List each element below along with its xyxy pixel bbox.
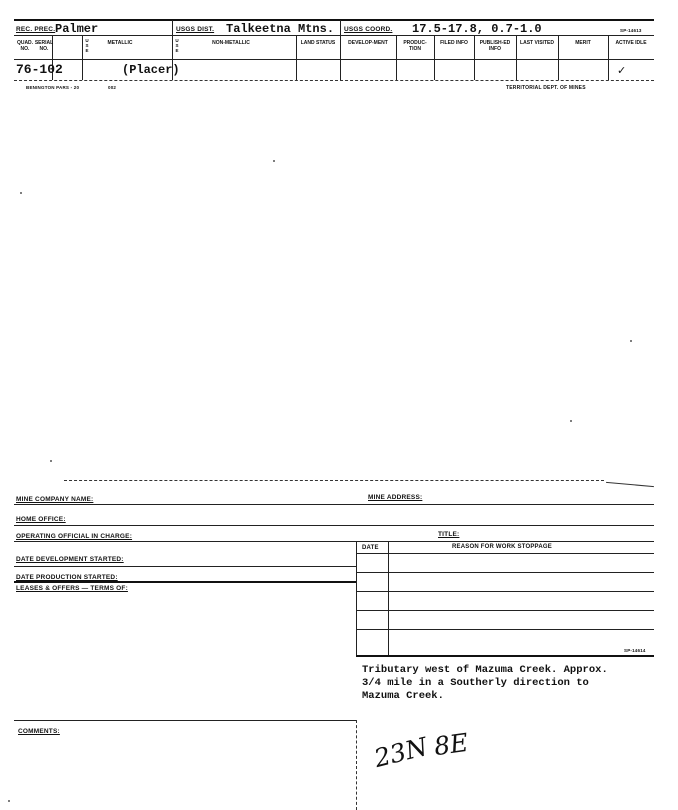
header-top-rule [14, 19, 654, 21]
printer-code: 002 [108, 85, 117, 90]
scan-speck [8, 800, 10, 802]
divider-published [474, 36, 475, 80]
stoppage-reason-header: REASON FOR WORK STOPPAGE [452, 544, 552, 550]
handwritten-range: 8E [432, 727, 471, 762]
active-check-mark: ✓ [617, 64, 627, 77]
mine-address-label: MINE ADDRESS: [368, 494, 423, 501]
usgs-dist-label: USGS DIST. [176, 26, 215, 33]
divider-merit [558, 36, 559, 80]
mine-company-name-label: MINE COMPANY NAME: [16, 496, 94, 503]
divider-use-a [82, 36, 83, 80]
comments-divider [356, 720, 357, 810]
date-production-label: DATE PRODUCTION STARTED: [16, 574, 118, 581]
rec-prec-label: REC. PREC. [16, 26, 56, 33]
scan-speck [50, 460, 52, 462]
rule-comments [14, 720, 356, 721]
col-merit: MERIT [575, 40, 591, 46]
usgs-coord-value: 17.5-17.8, 0.7-1.0 [412, 22, 542, 36]
location-note [362, 664, 608, 703]
rule-company [14, 504, 654, 505]
rule-home-office [14, 525, 654, 526]
rule-official [14, 541, 654, 542]
stoppage-bottom-rule [356, 655, 654, 657]
col-production: PRODUC-TION [403, 40, 427, 52]
rec-prec-value: Palmer [55, 22, 99, 36]
location-note-line: Mazuma Creek. [362, 690, 444, 702]
col-non-metallic: NON-METALLIC [212, 40, 250, 46]
stoppage-row-rule-1 [356, 572, 654, 573]
scan-speck [630, 340, 632, 342]
location-note-line: 3/4 mile in a Southerly direction to [362, 677, 589, 689]
form-number-2: SP-14614 [624, 648, 646, 653]
lower-top-stroke [606, 482, 654, 487]
col-development: DEVELOP-MENT [348, 40, 388, 46]
col-quad-no: QUAD. NO. [16, 40, 34, 52]
stoppage-date-divider [388, 541, 389, 656]
home-office-label: HOME OFFICE: [16, 516, 66, 523]
divider-filed [434, 36, 435, 80]
scan-speck [20, 192, 22, 194]
col-use-b: U S E [175, 38, 179, 53]
stoppage-header-rule [356, 553, 654, 554]
form-number: SP-14613 [620, 28, 642, 33]
divider-last-visited [516, 36, 517, 80]
stoppage-left-border [356, 541, 357, 656]
leases-offers-label: LEASES & OFFERS — TERMS OF: [16, 585, 128, 592]
date-development-label: DATE DEVELOPMENT STARTED: [16, 556, 124, 563]
department-line: TERRITORIAL DEPT. OF MINES [506, 85, 586, 91]
col-metallic: METALLIC [107, 40, 133, 46]
col-last-visited: LAST VISITED [520, 40, 554, 46]
col-published-info: PUBLISH-ED INFO [479, 40, 511, 52]
scan-speck [273, 160, 275, 162]
stoppage-row-rule-3 [356, 610, 654, 611]
col-filed-info: FILED INFO [440, 40, 468, 46]
divider-production [396, 36, 397, 80]
location-note-line: Tributary west of Mazuma Creek. Approx. [362, 664, 608, 676]
rule-development [14, 566, 356, 567]
col-active-idle: ACTIVE IDLE [615, 40, 647, 46]
metallic-value: (Placer) [122, 63, 180, 77]
divider-usgs-coord [340, 20, 341, 80]
col-land-status: LAND STATUS [300, 40, 336, 46]
comments-label: COMMENTS: [18, 728, 60, 735]
scan-speck [570, 420, 572, 422]
divider-land-status [296, 36, 297, 80]
usgs-dist-value: Talkeetna Mtns. [226, 22, 335, 36]
divider-active [608, 36, 609, 80]
stoppage-row-rule-2 [356, 591, 654, 592]
stoppage-row-rule-4 [356, 629, 654, 630]
handwritten-township: 23N [371, 731, 431, 774]
printer-line: BENINGTON PARS - 20 [26, 85, 80, 90]
header-bottom-rule [14, 80, 654, 81]
rule-production [14, 581, 356, 583]
title-label: TITLE: [438, 531, 460, 538]
quad-value: 76-102 [16, 62, 63, 77]
col-use-a: U S E [85, 38, 89, 53]
lower-top-dash [64, 480, 604, 481]
operating-official-label: OPERATING OFFICIAL IN CHARGE: [16, 533, 133, 540]
usgs-coord-label: USGS COORD. [344, 26, 393, 33]
stoppage-date-header: DATE [362, 545, 379, 551]
col-serial-no: SERIAL NO. [34, 40, 54, 52]
